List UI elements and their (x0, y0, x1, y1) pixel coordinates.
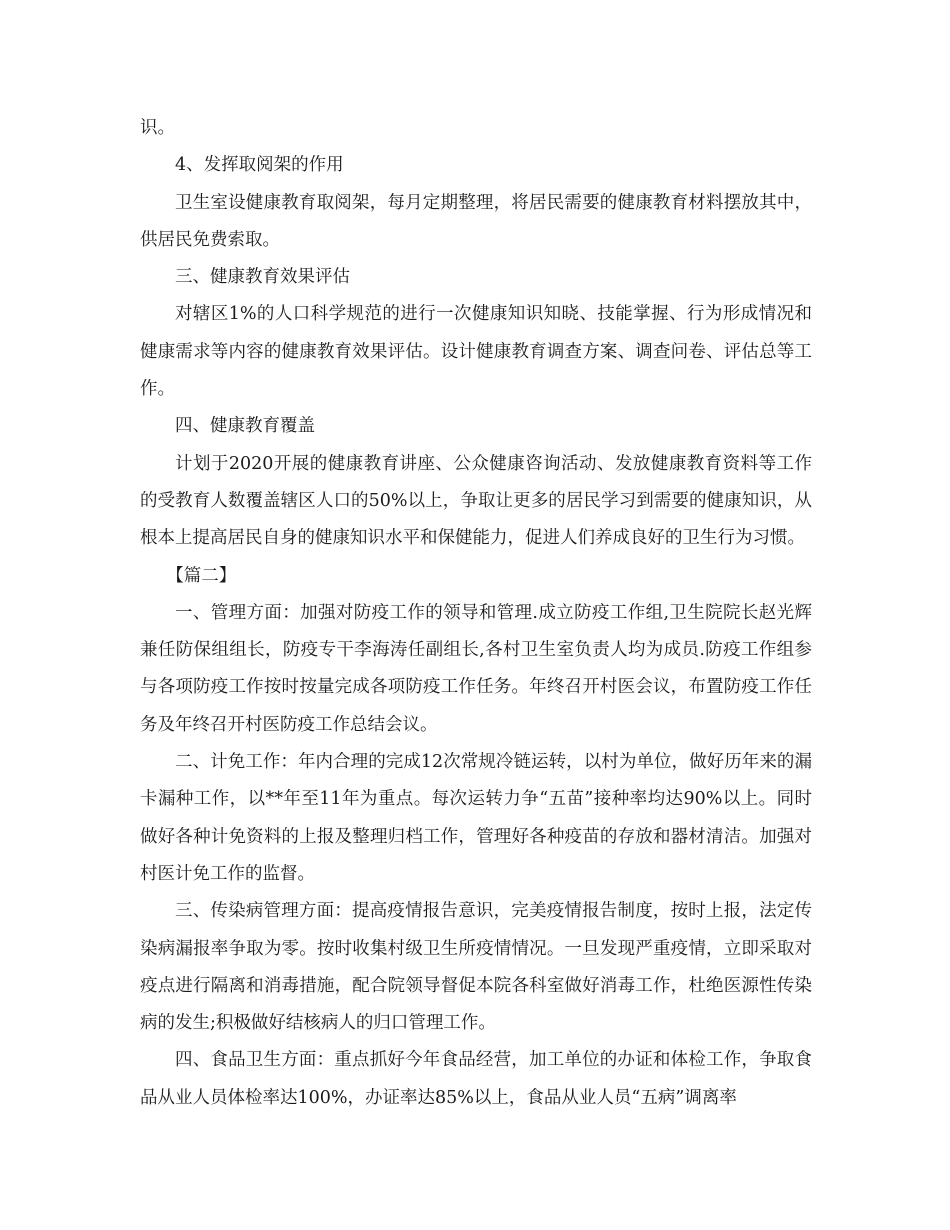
paragraph-evaluation: 对辖区1%的人口科学规范的进行一次健康知识知晓、技能掌握、行为形成情况和健康需求等内容的健康教育效果评估。设计健康教育调查方案、调查问卷、评估总等工作。 (140, 304, 812, 400)
paragraph-continuation: 识。 (140, 118, 175, 138)
paragraph-management: 一、管理方面：加强对防疫工作的领导和管理.成立防疫工作组,卫生院院长赵光辉兼任防保组组长，防疫专干李海涛任副组长,各村卫生室负责人均为成员.防疫工作组参与各项防疫工作按时按量完成各项防疫工作任务。年终召开村医会议，布置防疫工作任务及年终召开村医防疫工作总结会议。 (140, 602, 812, 735)
paragraph-food-hygiene: 四、食品卫生方面：重点抓好今年食品经营，加工单位的办证和体检工作，争取食品从业人员体检率达100%，办证率达85%以上，食品从业人员“五病”调离率 (140, 1050, 812, 1108)
section-heading-evaluation: 三、健康教育效果评估 (175, 267, 350, 288)
paragraph-reading-rack: 卫生室设健康教育取阅架，每月定期整理，将居民需要的健康教育材料摆放其中，供居民免费索取。 (140, 192, 812, 250)
paragraph-coverage: 计划于2020开展的健康教育讲座、公众健康咨询活动、发放健康教育资料等工作的受教育人数覆盖辖区人口的50%以上，争取让更多的居民学习到需要的健康知识，从根本上提高居民自身的健康知识水平和保健能力，促进人们养成良好的卫生行为习惯。 (140, 453, 812, 549)
paragraph-infectious-disease: 三、传染病管理方面：提高疫情报告意识，完美疫情报告制度，按时上报，法定传染病漏报率争取为零。按时收集村级卫生所疫情情况。一旦发现严重疫情，立即采取对疫点进行隔离和消毒措施，配合院领导督促本院各科室做好消毒工作，杜绝医源性传染病的发生;积极做好结核病人的归口管理工作。 (140, 901, 812, 1034)
paragraph-immunization: 二、计免工作：年内合理的完成12次常规冷链运转，以村为单位，做好历年来的漏卡漏种工作，以**年至11年为重点。每次运转力争“五苗”接种率均达90%以上。同时做好各种计免资料的上报及整理归档工作，管理好各种疫苗的存放和器材清洁。加强对村医计免工作的监督。 (140, 752, 812, 884)
document-body (140, 110, 812, 1117)
part-two-label: 【篇二】 (166, 565, 237, 586)
subheading-reading-rack: 4、发挥取阅架的作用 (175, 155, 344, 176)
section-heading-coverage: 四、健康教育覆盖 (175, 416, 315, 437)
